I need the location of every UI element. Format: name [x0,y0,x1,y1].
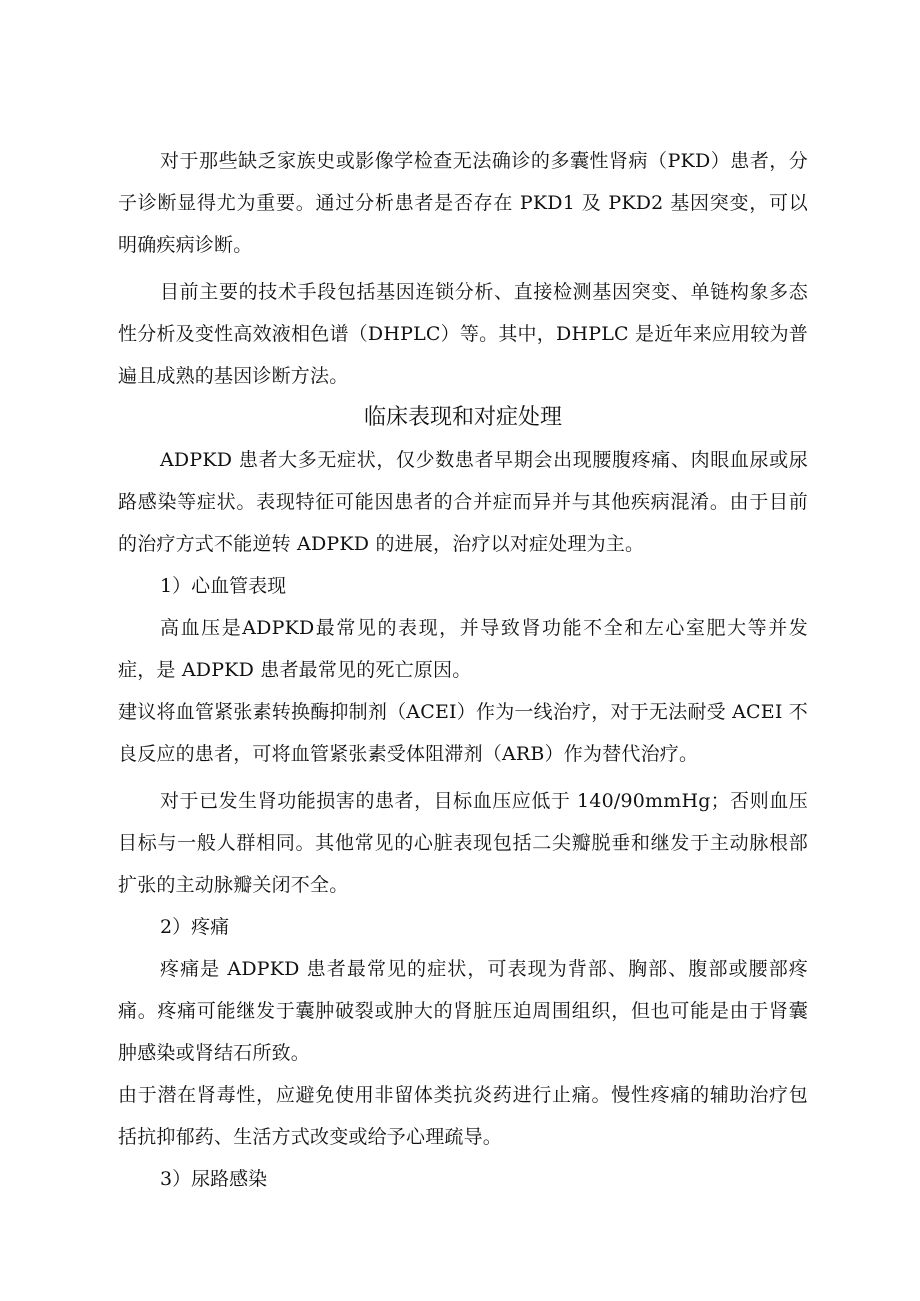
pain-paragraph-2: 由于潜在肾毒性，应避免使用非留体类抗炎药进行止痛。慢性疼痛的辅助治疗包括抗抑郁药、生活方式改变或给予心理疏导。 [118,1084,808,1148]
cardio-subheading: 1）心血管表现 [160,575,287,597]
section-intro-paragraph: ADPKD 患者大多无症状，仅少数患者早期会出现腰腹疼痛、肉眼血尿或尿路感染等症状。表现特征可能因患者的合并症而异并与其他疾病混淆。由于目前的治疗方式不能逆转 ADPKD 的进展，治疗以对症处理为主。 [118,449,808,555]
pain-subheading: 2）疼痛 [160,916,230,938]
section-title: 临床表现和对症处理 [363,405,562,430]
cardio-paragraph-1: 高血压是ADPKD最常见的表现，并导致肾功能不全和左心室肥大等并发症，是 ADPKD 患者最常见的死亡原因。 [118,617,808,681]
intro-paragraph-1: 对于那些缺乏家族史或影像学检查无法确诊的多囊性肾病（PKD）患者，分子诊断显得尤为重要。通过分析患者是否存在 PKD1 及 PKD2 基因突变，可以明确疾病诊断。 [118,150,808,256]
document-page [118,140,808,1200]
cardio-paragraph-2: 建议将血管紧张素转换酶抑制剂（ACEI）作为一线治疗，对于无法耐受 ACEI 不良反应的患者，可将血管紧张素受体阻滞剂（ARB）作为替代治疗。 [118,701,808,765]
uti-subheading: 3）尿路感染 [160,1168,268,1190]
cardio-paragraph-3: 对于已发生肾功能损害的患者，目标血压应低于 140/90mmHg；否则血压目标与一般人群相同。其他常见的心脏表现包括二尖瓣脱垂和继发于主动脉根部扩张的主动脉瓣关闭不全。 [118,790,808,896]
pain-paragraph-1: 疼痛是 ADPKD 患者最常见的症状，可表现为背部、胸部、腹部或腰部疼痛。疼痛可能继发于囊肿破裂或肿大的肾脏压迫周围组织，但也可能是由于肾囊肿感染或肾结石所致。 [118,958,808,1064]
intro-paragraph-2: 目前主要的技术手段包括基因连锁分析、直接检测基因突变、单链构象多态性分析及变性高效液相色谱（DHPLC）等。其中，DHPLC 是近年来应用较为普遍且成熟的基因诊断方法。 [118,281,808,387]
